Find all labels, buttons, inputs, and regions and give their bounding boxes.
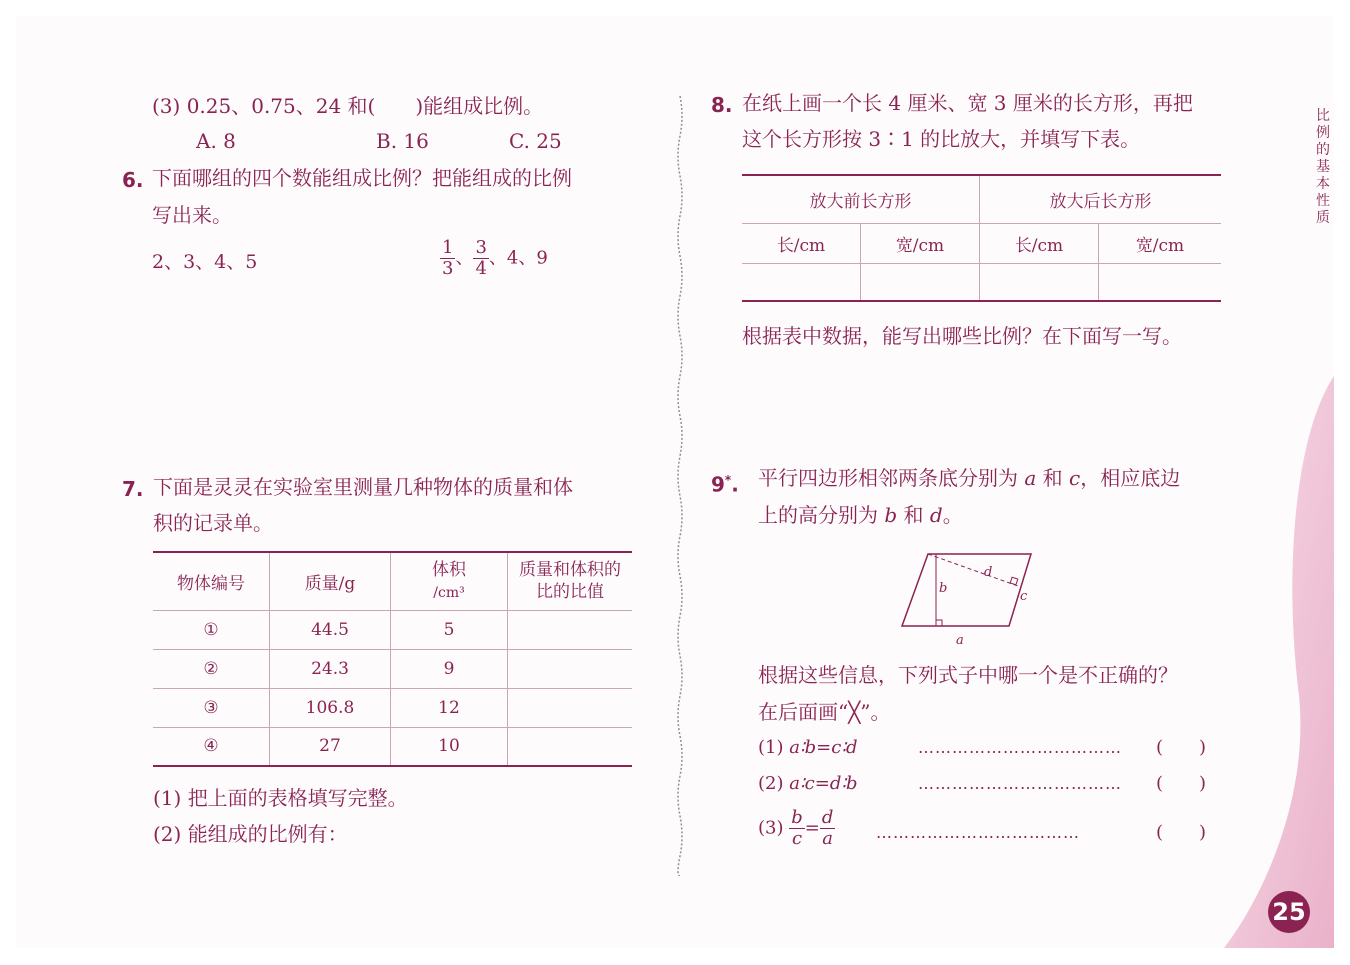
fig-label-a: a [956, 633, 964, 648]
row-volume: 10 [391, 727, 508, 766]
q5-option-c: C. 25 [509, 129, 562, 153]
q6-number: 6. [122, 168, 144, 192]
q7-header-mass: 质量/g [270, 552, 391, 610]
row-id: ④ [153, 727, 270, 766]
q8-blank-cell[interactable] [980, 263, 1099, 301]
q7-header-id: 物体编号 [153, 552, 270, 610]
q9-option-3-dots: ……………………………… [876, 823, 1080, 842]
q8-table-header [742, 175, 1221, 223]
q7-line1: 下面是灵灵在实验室里测量几种物体的质量和体 [153, 475, 573, 499]
q7-number: 7. [122, 477, 144, 501]
fig-label-b: b [939, 581, 948, 596]
q7-sub2: (2) 能组成的比例有： [153, 822, 348, 846]
q8-blank-cell[interactable] [1099, 263, 1222, 301]
q9-option-1-dots: ……………………………… [918, 738, 1122, 757]
row-mass: 24.3 [270, 649, 391, 688]
q6-line1: 下面哪组的四个数能组成比例？把能组成的比例 [152, 166, 572, 190]
q8-blank-cell[interactable] [742, 263, 861, 301]
q9-option-2: (2) a∶c=d∶b [758, 773, 858, 794]
row-ratio-blank[interactable] [508, 688, 633, 727]
table-row [153, 688, 632, 727]
q6-fraction-2: $\frac{3}{4}$ [475, 237, 487, 279]
q8-col-width-before: 宽/cm [861, 223, 980, 263]
q5-sub3-text: (3) 0.25、0.75、24 和( )能组成比例。 [152, 94, 544, 118]
q9-option-2-dots: ……………………………… [918, 774, 1122, 793]
workbook-page [16, 16, 1334, 948]
q6-group1: 2、3、4、5 [152, 251, 258, 273]
q9-option-1: (1) a∶b=c∶d [758, 737, 858, 758]
q6-line2: 写出来。 [152, 203, 232, 227]
q9-line1: 平行四边形相邻两条底分别为 a 和 c，相应底边 [758, 466, 1181, 490]
row-ratio-blank[interactable] [508, 649, 633, 688]
q9-fraction-b-over-c: $\frac{b}{c}$ [791, 807, 803, 849]
row-mass: 44.5 [270, 610, 391, 649]
q8-number: 8. [711, 93, 733, 117]
q9-option-3-answer-blank[interactable]: ( ) [1156, 822, 1207, 843]
q8-table [742, 174, 1221, 302]
q9-option-2-answer-blank[interactable]: ( ) [1156, 773, 1207, 794]
row-mass: 106.8 [270, 688, 391, 727]
q8-col-length-before: 长/cm [742, 223, 861, 263]
row-id: ① [153, 610, 270, 649]
row-ratio-blank[interactable] [508, 727, 633, 766]
q8-table-subheader [742, 223, 1221, 263]
q7-sub1: (1) 把上面的表格填写完整。 [153, 786, 408, 810]
q8-follow-up: 根据表中数据，能写出哪些比例？在下面写一写。 [742, 324, 1182, 348]
q5-option-a: A. 8 [196, 129, 236, 153]
q5-option-b: B. 16 [376, 129, 429, 153]
q9-option-1-answer-blank[interactable]: ( ) [1156, 737, 1207, 758]
q9-fraction-d-over-a: $\frac{d}{a}$ [821, 807, 834, 849]
q9-ask2: 在后面画“╳”。 [758, 700, 891, 724]
fig-label-d: d [984, 565, 993, 580]
table-row [153, 610, 632, 649]
q8-header-after: 放大后长方形 [980, 175, 1222, 223]
row-volume: 5 [391, 610, 508, 649]
row-id: ③ [153, 688, 270, 727]
q9-option-3: (3) $\frac{b}{c}$ = $\frac{d}{a}$ [758, 807, 834, 849]
q6-fraction-1: $\frac{1}{3}$ [442, 237, 454, 279]
q6-group2: $\frac{1}{3}$ 、 $\frac{3}{4}$ 、4、9 [442, 237, 548, 279]
q7-header-volume: 体积 /cm³ [391, 552, 508, 610]
q8-col-length-after: 长/cm [980, 223, 1099, 263]
table-row [153, 727, 632, 766]
decorative-pink-band [1224, 376, 1334, 948]
row-volume: 12 [391, 688, 508, 727]
table-row [742, 263, 1221, 301]
row-ratio-blank[interactable] [508, 610, 633, 649]
q7-line2: 积的记录单。 [153, 511, 273, 535]
table-row [153, 649, 632, 688]
q7-table-header [153, 552, 632, 610]
fig-label-c: c [1020, 589, 1028, 604]
row-mass: 27 [270, 727, 391, 766]
q8-blank-cell[interactable] [861, 263, 980, 301]
q7-header-ratio: 质量和体积的 比的比值 [508, 552, 633, 610]
parallelogram-figure [894, 548, 1044, 648]
row-volume: 9 [391, 649, 508, 688]
page-number-badge: 25 [1268, 891, 1310, 933]
q8-line1: 在纸上画一个长 4 厘米、宽 3 厘米的长方形，再把 [742, 91, 1193, 115]
q8-line2: 这个长方形按 3∶1 的比放大，并填写下表。 [742, 127, 1141, 151]
chapter-title: 比例的基本性质 [1316, 108, 1330, 226]
q7-table [153, 551, 632, 767]
q9-ask1: 根据这些信息，下列式子中哪一个是不正确的？ [758, 663, 1178, 687]
row-id: ② [153, 649, 270, 688]
q9-line2: 上的高分别为 b 和 d。 [758, 503, 963, 527]
column-divider [674, 96, 686, 876]
chapter-side-tab [1312, 108, 1334, 227]
q8-col-width-after: 宽/cm [1099, 223, 1222, 263]
q8-header-before: 放大前长方形 [742, 175, 980, 223]
q9-number: 9*. [711, 472, 739, 497]
